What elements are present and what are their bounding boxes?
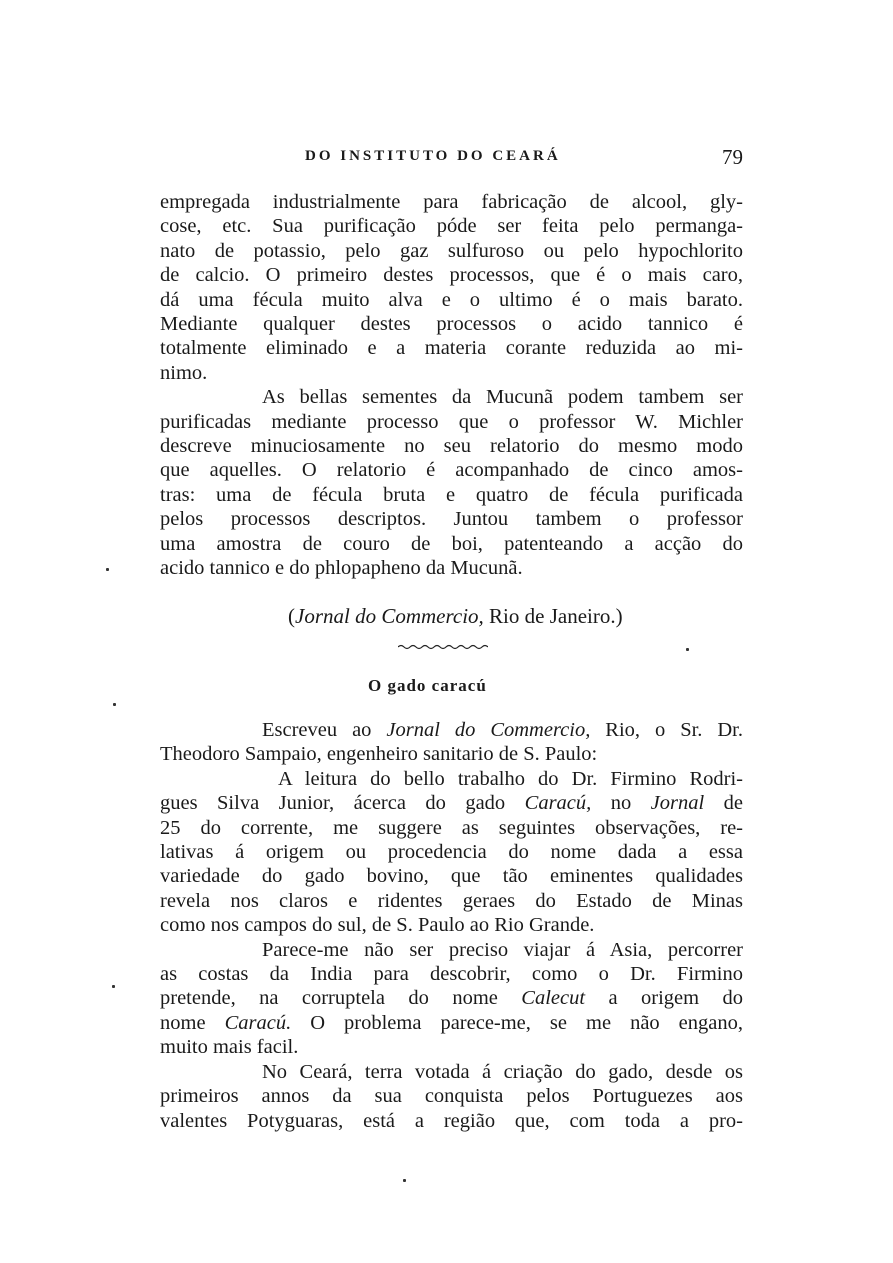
text-line: No Ceará, terra votada á criação do gado, desde os bbox=[262, 1060, 743, 1083]
italic-run: Jornal bbox=[650, 792, 705, 815]
text-line: de calcio. O primeiro destes processos, que é o mais caro, bbox=[160, 264, 743, 287]
italic-run: Caracú. bbox=[224, 1011, 292, 1034]
text-run: nome bbox=[160, 1011, 225, 1034]
italic-run: Jornal do Commercio, bbox=[386, 719, 591, 741]
text-run: O problema parece-me, se me não engano, bbox=[291, 1011, 744, 1034]
text-line: nato de potassio, pelo gaz sulfuroso ou pelo hypochlorito bbox=[160, 239, 743, 262]
italic-run: Calecut bbox=[521, 987, 586, 1010]
article-body bbox=[160, 718, 743, 1133]
text-line: uma amostra de couro de boi, patenteando a acção do bbox=[160, 532, 743, 555]
paragraph bbox=[160, 1060, 743, 1133]
text-line: que aquelles. O relatorio é acompanhado de cinco amos- bbox=[160, 459, 743, 482]
text-line: como nos campos do sul, de S. Paulo ao Rio Grande. bbox=[160, 914, 595, 937]
paragraph bbox=[160, 385, 743, 580]
scan-speck bbox=[112, 985, 115, 988]
text-run: Escreveu ao bbox=[262, 719, 387, 741]
text-line: Parece-me não ser preciso viajar á Asia, percorrer bbox=[262, 938, 743, 961]
paragraph bbox=[160, 938, 743, 1060]
text-line bbox=[160, 986, 743, 1010]
text-line: acido tannico e do phlopapheno da Mucunã. bbox=[160, 557, 523, 580]
text-line: Mediante qualquer destes processos o acido tannico é bbox=[160, 313, 743, 336]
text-line: A leitura do bello trabalho do Dr. Firmino Rodri- bbox=[278, 767, 743, 790]
text-run: no bbox=[591, 792, 651, 815]
scan-speck bbox=[106, 568, 109, 571]
text-line: tras: uma de fécula bruta e quatro de fécula purificada bbox=[160, 483, 743, 506]
paragraph bbox=[160, 767, 743, 938]
source-open: ( bbox=[288, 604, 295, 628]
text-run: pretende, na corruptela do nome bbox=[160, 987, 522, 1010]
source-place: Rio de Janeiro.) bbox=[483, 604, 623, 628]
text-line bbox=[160, 791, 743, 815]
text-run: de bbox=[704, 792, 743, 815]
text-run: gues Silva Junior, ácerca do gado bbox=[160, 792, 525, 815]
scan-speck bbox=[113, 703, 116, 706]
page-number: 79 bbox=[722, 145, 743, 169]
text-line bbox=[160, 1011, 743, 1035]
text-line: lativas á origem ou procedencia do nome dada a essa bbox=[160, 841, 743, 864]
text-run: Rio, o Sr. Dr. bbox=[590, 719, 743, 741]
text-run: a origem do bbox=[585, 987, 743, 1010]
text-line: empregada industrialmente para fabricação de alcool, gly- bbox=[160, 191, 743, 213]
article-body bbox=[160, 190, 743, 581]
text-line: pelos processos descriptos. Juntou tambem o professor bbox=[160, 508, 743, 531]
scan-speck bbox=[686, 648, 689, 651]
text-line: dá uma fécula muito alva e o ultimo é o mais barato. bbox=[160, 288, 743, 311]
text-line bbox=[160, 718, 743, 742]
running-head: DO INSTITUTO DO CEARÁ bbox=[305, 148, 561, 164]
text-line: as costas da India para descobrir, como o Dr. Firmino bbox=[160, 963, 743, 986]
text-line: nimo. bbox=[160, 361, 208, 384]
source-citation bbox=[288, 604, 623, 629]
paragraph bbox=[160, 190, 743, 385]
running-header bbox=[160, 145, 743, 174]
text-line: totalmente eliminado e a materia corante reduzida ao mi- bbox=[160, 337, 743, 360]
text-line: Theodoro Sampaio, engenheiro sanitario de S. Paulo: bbox=[160, 743, 598, 766]
section-divider bbox=[398, 644, 488, 650]
text-line: purificadas mediante processo que o professor W. Michler bbox=[160, 410, 743, 433]
italic-run: Caracú, bbox=[524, 792, 592, 815]
text-line: cose, etc. Sua purificação póde ser feita pelo permanga- bbox=[160, 215, 743, 238]
text-line: revela nos claros e ridentes geraes do Estado de Minas bbox=[160, 889, 743, 912]
text-line: variedade do gado bovino, que tão eminentes qualidades bbox=[160, 865, 743, 888]
text-line: primeiros annos da sua conquista pelos Portuguezes aos bbox=[160, 1085, 743, 1108]
paragraph bbox=[160, 718, 743, 767]
source-title: Jornal do Commercio, bbox=[295, 604, 484, 628]
section-title: O gado caracú bbox=[368, 676, 487, 695]
text-line: As bellas sementes da Mucunã podem tambem ser bbox=[262, 386, 743, 409]
text-line: descreve minuciosamente no seu relatorio do mesmo modo bbox=[160, 435, 743, 458]
text-line: muito mais facil. bbox=[160, 1036, 299, 1059]
scan-speck bbox=[403, 1179, 406, 1182]
text-line: valentes Potyguaras, está a região que, com toda a pro- bbox=[160, 1109, 743, 1132]
text-line: 25 do corrente, me suggere as seguintes observações, re- bbox=[160, 816, 743, 839]
